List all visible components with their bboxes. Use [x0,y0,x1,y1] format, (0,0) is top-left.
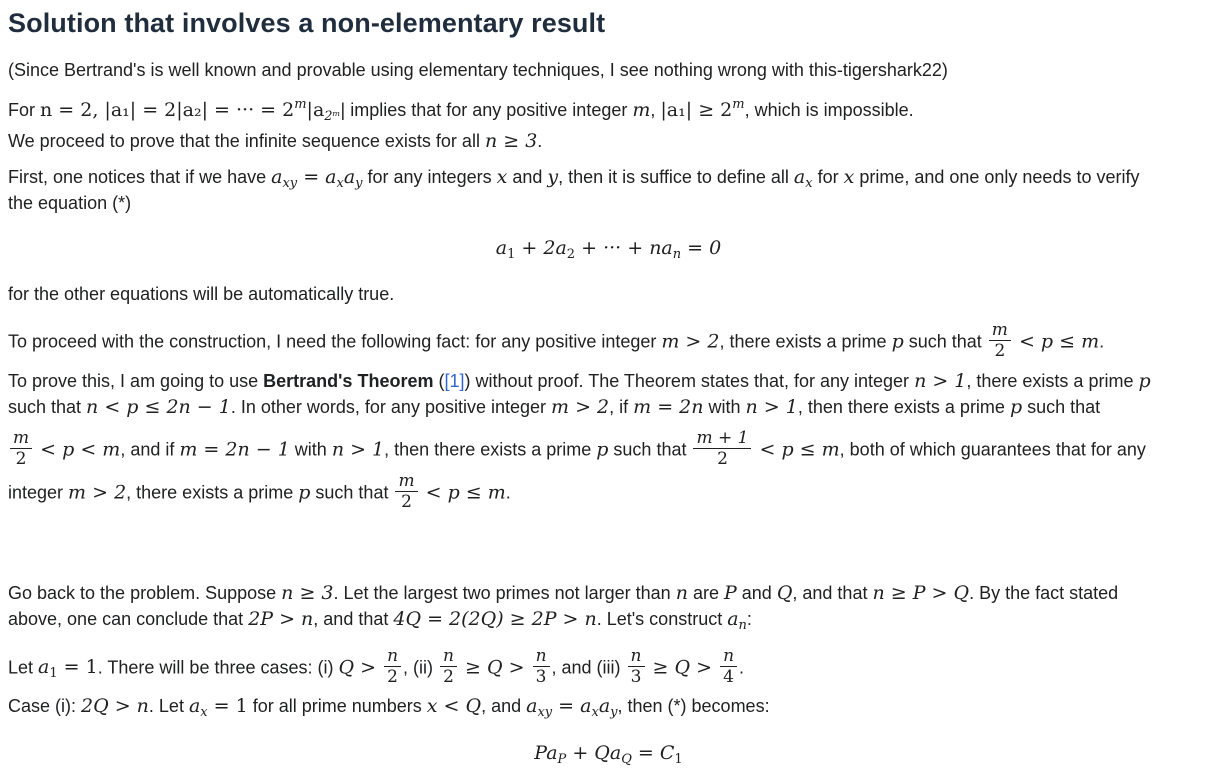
math: x < Q [426,695,482,717]
paragraph-for-n-2 [8,92,1203,130]
math: n ≥ P > Q [872,582,970,604]
text: for all prime numbers [247,696,427,716]
math: $a_n$ [727,608,747,633]
text: . Let's construct [596,609,728,629]
text: , then there exists a prime [384,439,597,460]
math: n ≥ 3 [281,582,334,604]
text: for any integers [362,167,497,187]
math: p [298,481,311,504]
text: for the other equations will be automatically true. [8,284,395,304]
math: p [1009,396,1023,418]
math: Q > [338,656,383,679]
text: , there exists a prime [719,331,892,352]
math: $a_1 = 1$ [38,656,98,682]
paragraph-case-i [8,693,1203,726]
text: with [703,397,746,417]
text: To prove this, I am going to use [8,371,264,391]
paragraph-go-back-l2 [8,606,1203,639]
math: < p ≤ m [753,438,840,461]
text: , which is impossible. [744,100,914,120]
text: , and [481,696,527,716]
paragraph-other [8,281,1203,307]
math: n ≥ 3 [484,130,538,152]
math: ≥ Q > [646,656,719,679]
text: . Let the largest two primes not larger than [333,583,676,603]
text: . [505,482,511,503]
math: m > 2 [661,330,720,353]
math: $a_{xy} = a_xa_y$ [526,695,618,720]
paragraph-to-proceed [8,322,1203,363]
text: and [507,167,548,187]
text: the equation (*) [8,193,132,213]
math: $|a_1| \ge 2^m$ [660,97,745,121]
text: ( [433,371,445,391]
math: p [596,438,609,461]
bertrand-theorem-bold: Bertrand's Theorem [263,371,434,391]
text: , and if [120,439,180,460]
math: $a_x$ [793,166,813,191]
text: First, one notices that if we have [8,167,272,187]
fraction: $\frac{m}{2}$ [10,428,32,469]
math: 2Q > n [81,695,149,717]
text: Case (i): [8,696,82,716]
text: such that [8,397,87,417]
text: , then it is suffice to define all [558,167,794,187]
text: integer [8,482,69,503]
text: , (ii) [403,657,439,678]
paragraph-prove-l1 [8,368,1203,394]
math: Q [776,582,793,604]
text: , and (iii) [551,657,626,678]
math: n [675,582,688,604]
text: . [537,131,543,151]
math: 4Q = 2(2Q) ≥ 2P > n [393,608,597,630]
fraction: $\frac{m}{2}$ [395,471,417,512]
text: . Let [148,696,189,716]
paragraph-proceed [8,128,1203,154]
math: m [632,99,651,121]
math: n = 2, |a₁| = 2|a₂| = ··· = $2^m|a_{2ᵐ}$ [40,97,341,124]
text: We proceed to prove that the infinite sequence exists for all [8,131,485,151]
math: n > 1 [331,438,385,461]
equation-star: $a_1 + 2a_2$ + ··· + $na_n = 0$ [495,237,722,262]
paragraph-prove-l3 [8,430,1203,471]
text: , and that [313,609,394,629]
math: p [1138,370,1151,392]
math: x [843,166,855,188]
reference-link[interactable]: [1] [444,371,465,391]
text: such that [608,439,692,460]
text: , if [609,397,634,417]
text: such that [310,482,394,503]
text: , both of which guarantees that for any [839,439,1146,460]
fraction: $\frac{n}{2}$ [440,646,457,687]
math: $a_{xy} = a_xa_y$ [271,166,363,191]
math: n < p ≤ 2n − 1 [86,396,231,418]
text: such that [1022,397,1101,417]
math: m = 2n − 1 [179,438,290,461]
text: , [650,100,661,120]
math: m > 2 [551,396,610,418]
text: such that [903,331,987,352]
fraction: $\frac{n}{3}$ [533,646,550,687]
paragraph-prove-l4 [8,473,1203,514]
text: , there exists a prime [126,482,299,503]
paragraph-go-back-l1 [8,580,1203,606]
text: (Since Bertrand's is well known and provable using elementary techniques, I see nothing wrong with this-tigershark22) [8,60,948,80]
math: P [723,582,737,604]
text: Let [8,657,39,678]
text: : [746,609,752,629]
paragraph-prove-l2 [8,394,1203,420]
math: 2P > n [248,608,314,630]
text: . There will be three cases: (i) [97,657,339,678]
text: | implies that for any positive integer [340,100,633,120]
text: with [289,439,332,460]
text: prime, and one only needs to verify [854,167,1140,187]
text: , then there exists a prime [797,397,1010,417]
math: m = 2n [633,396,704,418]
math: < p < m [34,438,121,461]
fraction: $\frac{n}{2}$ [384,646,401,687]
text: . By the fact stated [969,583,1119,603]
equation-case-i: $Pa_P + Qa_Q = C_1$ [534,742,683,767]
paragraph-first-line2 [8,190,1203,216]
text: . [1099,331,1105,352]
text: , and that [792,583,873,603]
math: x [496,166,508,188]
math: < p ≤ m [419,481,506,504]
text: Go back to the problem. Suppose [8,583,282,603]
fraction: $\frac{m + 1}{2}$ [693,428,751,469]
paragraph-since [8,57,1203,83]
text: are [687,583,724,603]
text: , then (*) becomes: [617,696,770,716]
math: < p ≤ m [1012,330,1100,353]
text: , there exists a prime [966,371,1139,391]
text: For [8,100,41,120]
math: n > 1 [914,370,967,392]
paragraph-let-a1 [8,648,1203,689]
fraction: $\frac{n}{4}$ [720,646,737,687]
math: m > 2 [68,481,127,504]
text: ) without proof. The Theorem states that, for any integer [464,371,915,391]
section-heading: Solution that involves a non-elementary result [8,8,606,38]
math: ≥ Q > [458,656,531,679]
text: above, one can conclude that [8,609,249,629]
text: . [739,657,745,678]
math: n > 1 [745,396,798,418]
fraction: $\frac{n}{3}$ [628,646,645,687]
math: $a_x = 1$ [188,695,248,720]
text: and [736,583,777,603]
math: y [547,166,559,188]
fraction: $\frac{m}{2}$ [989,320,1011,361]
text: for [812,167,844,187]
text: To proceed with the construction, I need the following fact: for any positive integer [8,331,662,352]
text: . In other words, for any positive integer [230,397,552,417]
math: p [891,330,904,353]
